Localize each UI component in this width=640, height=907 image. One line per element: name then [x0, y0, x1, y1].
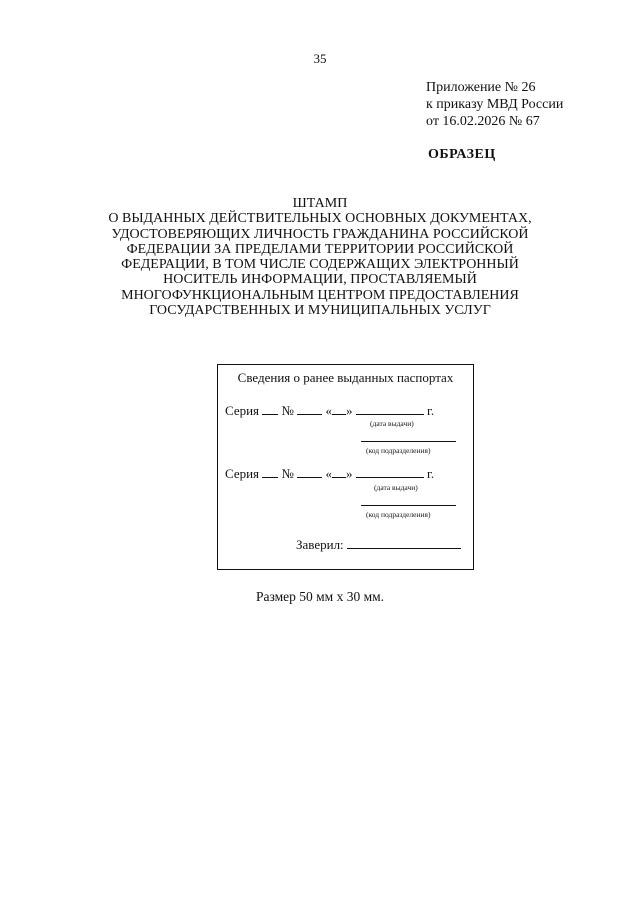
issue-date-caption: (дата выдачи): [370, 419, 414, 428]
quote-open: «: [325, 466, 332, 481]
title-line: ШТАМП: [292, 196, 348, 211]
page-number: 35: [313, 51, 327, 66]
series-blank: [262, 403, 278, 415]
certified-label: Заверил:: [296, 537, 344, 552]
sample-label: ОБРАЗЕЦ: [428, 147, 496, 162]
appendix-line-3: от 16.02.2026 № 67: [426, 114, 540, 129]
series-blank: [262, 466, 278, 478]
passport-entry-2: [225, 466, 434, 482]
title-line: ФЕДЕРАЦИИ, В ТОМ ЧИСЛЕ СОДЕРЖАЩИХ ЭЛЕКТРОННЫЙ: [121, 257, 519, 273]
quote-close: »: [345, 403, 353, 418]
unit-code-caption: (код подразделения): [366, 446, 431, 455]
month-blank: [356, 403, 424, 415]
number-blank: [297, 466, 322, 478]
title-line: ГОСУДАРСТВЕННЫХ И МУНИЦИПАЛЬНЫХ УСЛУГ: [149, 303, 491, 319]
unit-code-line: [361, 505, 456, 506]
year-suffix: г.: [426, 466, 435, 481]
quote-open: «: [325, 403, 332, 418]
stamp-sample: [217, 364, 474, 570]
unit-code-caption: (код подразделения): [366, 510, 431, 519]
appendix-reference: [426, 79, 563, 130]
unit-code-line: [361, 441, 456, 442]
day-blank: [332, 466, 346, 478]
passport-entry-1: [225, 403, 434, 419]
number-label: №: [281, 466, 294, 481]
title-line: О ВЫДАННЫХ ДЕЙСТВИТЕЛЬНЫХ ОСНОВНЫХ ДОКУМЕНТАХ,: [108, 211, 532, 227]
title-line: НОСИТЕЛЬ ИНФОРМАЦИИ, ПРОСТАВЛЯЕМЫЙ: [163, 272, 477, 288]
series-label: Серия: [225, 403, 260, 418]
number-label: №: [281, 403, 294, 418]
series-label: Серия: [225, 466, 260, 481]
month-blank: [356, 466, 424, 478]
issue-date-caption: (дата выдачи): [374, 483, 418, 492]
day-blank: [332, 403, 346, 415]
signature-blank: [347, 537, 461, 549]
certified-by-row: [296, 537, 461, 553]
size-note: Размер 50 мм х 30 мм.: [255, 589, 385, 604]
title-line: ФЕДЕРАЦИИ ЗА ПРЕДЕЛАМИ ТЕРРИТОРИИ РОССИЙСКОЙ: [126, 241, 514, 257]
appendix-line-1: Приложение № 26: [426, 80, 536, 95]
document-title: [60, 196, 580, 318]
quote-close: »: [345, 466, 353, 481]
title-line: МНОГОФУНКЦИОНАЛЬНЫМ ЦЕНТРОМ ПРЕДОСТАВЛЕНИЯ: [121, 287, 519, 303]
title-line: УДОСТОВЕРЯЮЩИХ ЛИЧНОСТЬ ГРАЖДАНИНА РОССИЙСКОЙ: [111, 226, 529, 242]
stamp-header: Сведения о ранее выданных паспортах: [237, 370, 454, 385]
year-suffix: г.: [426, 403, 435, 418]
number-blank: [297, 403, 322, 415]
appendix-line-2: к приказу МВД России: [426, 97, 564, 112]
